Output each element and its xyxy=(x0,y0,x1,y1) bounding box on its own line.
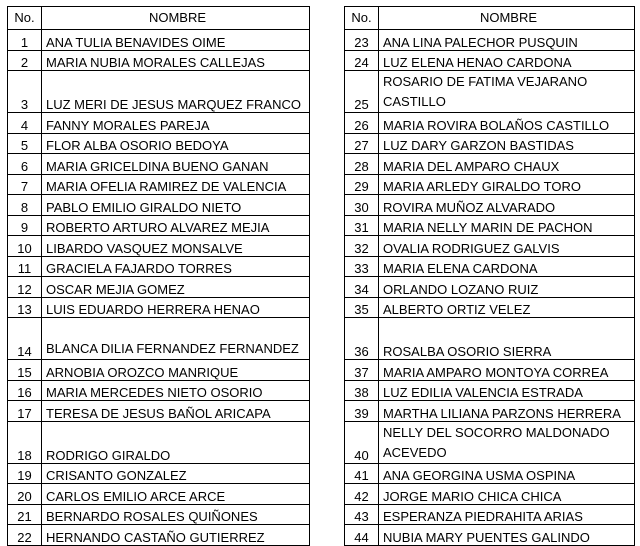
row-number: 32 xyxy=(345,236,379,257)
table-row xyxy=(345,50,635,71)
person-name: OVALIA RODRIGUEZ GALVIS xyxy=(379,236,635,257)
person-name: LUZ EDILIA VALENCIA ESTRADA xyxy=(379,380,635,401)
row-number: 23 xyxy=(345,30,379,51)
table-row xyxy=(8,360,310,381)
row-number: 5 xyxy=(8,133,42,154)
name-column-header: NOMBRE xyxy=(379,7,635,30)
row-number: 26 xyxy=(345,113,379,134)
person-name: ESPERANZA PIEDRAHITA ARIAS xyxy=(379,504,635,525)
table-row xyxy=(345,360,635,381)
person-name: ANA LINA PALECHOR PUSQUIN xyxy=(379,30,635,51)
header-row xyxy=(8,7,310,30)
table-row xyxy=(8,174,310,195)
table-row xyxy=(345,525,635,546)
table-row xyxy=(8,113,310,134)
table-row xyxy=(345,71,635,113)
row-number: 11 xyxy=(8,256,42,277)
person-name: ROSALBA OSORIO SIERRA xyxy=(379,318,635,360)
table-row xyxy=(345,174,635,195)
row-number: 39 xyxy=(345,401,379,422)
person-name: MARIA ELENA CARDONA xyxy=(379,256,635,277)
table-row xyxy=(8,71,310,113)
person-name: MARIA ARLEDY GIRALDO TORO xyxy=(379,174,635,195)
person-name: BLANCA DILIA FERNANDEZ FERNANDEZ xyxy=(42,318,310,360)
table-row xyxy=(8,318,310,360)
person-name: BERNARDO ROSALES QUIÑONES xyxy=(42,504,310,525)
person-name: TERESA DE JESUS BAÑOL ARICAPA xyxy=(42,401,310,422)
number-column-header: No. xyxy=(8,7,42,30)
table-row xyxy=(8,380,310,401)
person-name: ORLANDO LOZANO RUIZ xyxy=(379,277,635,298)
person-name: MARTHA LILIANA PARZONS HERRERA xyxy=(379,401,635,422)
row-number: 7 xyxy=(8,174,42,195)
row-number: 40 xyxy=(345,421,379,463)
table-row xyxy=(8,236,310,257)
row-number: 27 xyxy=(345,133,379,154)
table-row xyxy=(8,525,310,546)
table-row xyxy=(345,113,635,134)
person-name: NELLY DEL SOCORRO MALDONADO ACEVEDO xyxy=(379,421,635,463)
person-name: MARIA MERCEDES NIETO OSORIO xyxy=(42,380,310,401)
row-number: 17 xyxy=(8,401,42,422)
row-number: 43 xyxy=(345,504,379,525)
row-number: 38 xyxy=(345,380,379,401)
person-name: MARIA NUBIA MORALES CALLEJAS xyxy=(42,50,310,71)
row-number: 19 xyxy=(8,463,42,484)
row-number: 4 xyxy=(8,113,42,134)
right-table-body xyxy=(345,30,635,546)
row-number: 20 xyxy=(8,484,42,505)
person-name: OSCAR MEJIA GOMEZ xyxy=(42,277,310,298)
row-number: 22 xyxy=(8,525,42,546)
row-number: 18 xyxy=(8,421,42,463)
table-row xyxy=(8,215,310,236)
table-row xyxy=(8,256,310,277)
person-name: CRISANTO GONZALEZ xyxy=(42,463,310,484)
table-row xyxy=(8,195,310,216)
person-name: MARIA OFELIA RAMIREZ DE VALENCIA xyxy=(42,174,310,195)
table-row xyxy=(345,318,635,360)
number-column-header: No. xyxy=(345,7,379,30)
person-name: RODRIGO GIRALDO xyxy=(42,421,310,463)
row-number: 2 xyxy=(8,50,42,71)
row-number: 37 xyxy=(345,360,379,381)
row-number: 31 xyxy=(345,215,379,236)
person-name: NUBIA MARY PUENTES GALINDO xyxy=(379,525,635,546)
row-number: 42 xyxy=(345,484,379,505)
row-number: 44 xyxy=(345,525,379,546)
person-name: LUZ MERI DE JESUS MARQUEZ FRANCO xyxy=(42,71,310,113)
table-row xyxy=(345,401,635,422)
row-number: 13 xyxy=(8,297,42,318)
person-name: ANA TULIA BENAVIDES OIME xyxy=(42,30,310,51)
table-row xyxy=(345,463,635,484)
table-row xyxy=(8,484,310,505)
name-column-header: NOMBRE xyxy=(42,7,310,30)
table-row xyxy=(345,277,635,298)
person-name: HERNANDO CASTAÑO GUTIERREZ xyxy=(42,525,310,546)
person-name: ARNOBIA OROZCO MANRIQUE xyxy=(42,360,310,381)
left-names-table xyxy=(7,6,310,546)
table-row xyxy=(345,30,635,51)
row-number: 15 xyxy=(8,360,42,381)
table-row xyxy=(345,380,635,401)
person-name: ANA GEORGINA USMA OSPINA xyxy=(379,463,635,484)
row-number: 28 xyxy=(345,154,379,175)
person-name: ROSARIO DE FATIMA VEJARANO CASTILLO xyxy=(379,71,635,113)
person-name: ROVIRA MUÑOZ ALVARADO xyxy=(379,195,635,216)
row-number: 12 xyxy=(8,277,42,298)
person-name: ALBERTO ORTIZ VELEZ xyxy=(379,297,635,318)
person-name: FANNY MORALES PAREJA xyxy=(42,113,310,134)
person-name: MARIA DEL AMPARO CHAUX xyxy=(379,154,635,175)
person-name: LUZ DARY GARZON BASTIDAS xyxy=(379,133,635,154)
left-table-body xyxy=(8,30,310,546)
person-name: FLOR ALBA OSORIO BEDOYA xyxy=(42,133,310,154)
row-number: 36 xyxy=(345,318,379,360)
header-row xyxy=(345,7,635,30)
row-number: 21 xyxy=(8,504,42,525)
row-number: 41 xyxy=(345,463,379,484)
table-row xyxy=(8,154,310,175)
table-row xyxy=(345,421,635,463)
person-name: LUIS EDUARDO HERRERA HENAO xyxy=(42,297,310,318)
table-row xyxy=(345,504,635,525)
right-names-table xyxy=(344,6,635,546)
person-name: CARLOS EMILIO ARCE ARCE xyxy=(42,484,310,505)
table-row xyxy=(8,133,310,154)
row-number: 1 xyxy=(8,30,42,51)
row-number: 10 xyxy=(8,236,42,257)
table-row xyxy=(8,504,310,525)
person-name: PABLO EMILIO GIRALDO NIETO xyxy=(42,195,310,216)
row-number: 6 xyxy=(8,154,42,175)
table-row xyxy=(8,421,310,463)
table-row xyxy=(8,463,310,484)
person-name: ROBERTO ARTURO ALVAREZ MEJIA xyxy=(42,215,310,236)
table-row xyxy=(8,297,310,318)
table-row xyxy=(345,195,635,216)
row-number: 8 xyxy=(8,195,42,216)
person-name: GRACIELA FAJARDO TORRES xyxy=(42,256,310,277)
person-name: MARIA GRICELDINA BUENO GANAN xyxy=(42,154,310,175)
person-name: LIBARDO VASQUEZ MONSALVE xyxy=(42,236,310,257)
table-row xyxy=(345,297,635,318)
row-number: 33 xyxy=(345,256,379,277)
table-row xyxy=(8,401,310,422)
table-row xyxy=(345,154,635,175)
table-row xyxy=(345,484,635,505)
table-row xyxy=(345,215,635,236)
person-name: JORGE MARIO CHICA CHICA xyxy=(379,484,635,505)
person-name: MARIA ROVIRA BOLAÑOS CASTILLO xyxy=(379,113,635,134)
table-row xyxy=(8,30,310,51)
row-number: 9 xyxy=(8,215,42,236)
table-row xyxy=(345,236,635,257)
row-number: 14 xyxy=(8,318,42,360)
table-row xyxy=(8,277,310,298)
person-name: MARIA NELLY MARIN DE PACHON xyxy=(379,215,635,236)
table-row xyxy=(345,256,635,277)
row-number: 24 xyxy=(345,50,379,71)
person-name: LUZ ELENA HENAO CARDONA xyxy=(379,50,635,71)
row-number: 30 xyxy=(345,195,379,216)
table-row xyxy=(8,50,310,71)
row-number: 3 xyxy=(8,71,42,113)
row-number: 35 xyxy=(345,297,379,318)
row-number: 29 xyxy=(345,174,379,195)
table-row xyxy=(345,133,635,154)
row-number: 16 xyxy=(8,380,42,401)
row-number: 34 xyxy=(345,277,379,298)
row-number: 25 xyxy=(345,71,379,113)
person-name: MARIA AMPARO MONTOYA CORREA xyxy=(379,360,635,381)
